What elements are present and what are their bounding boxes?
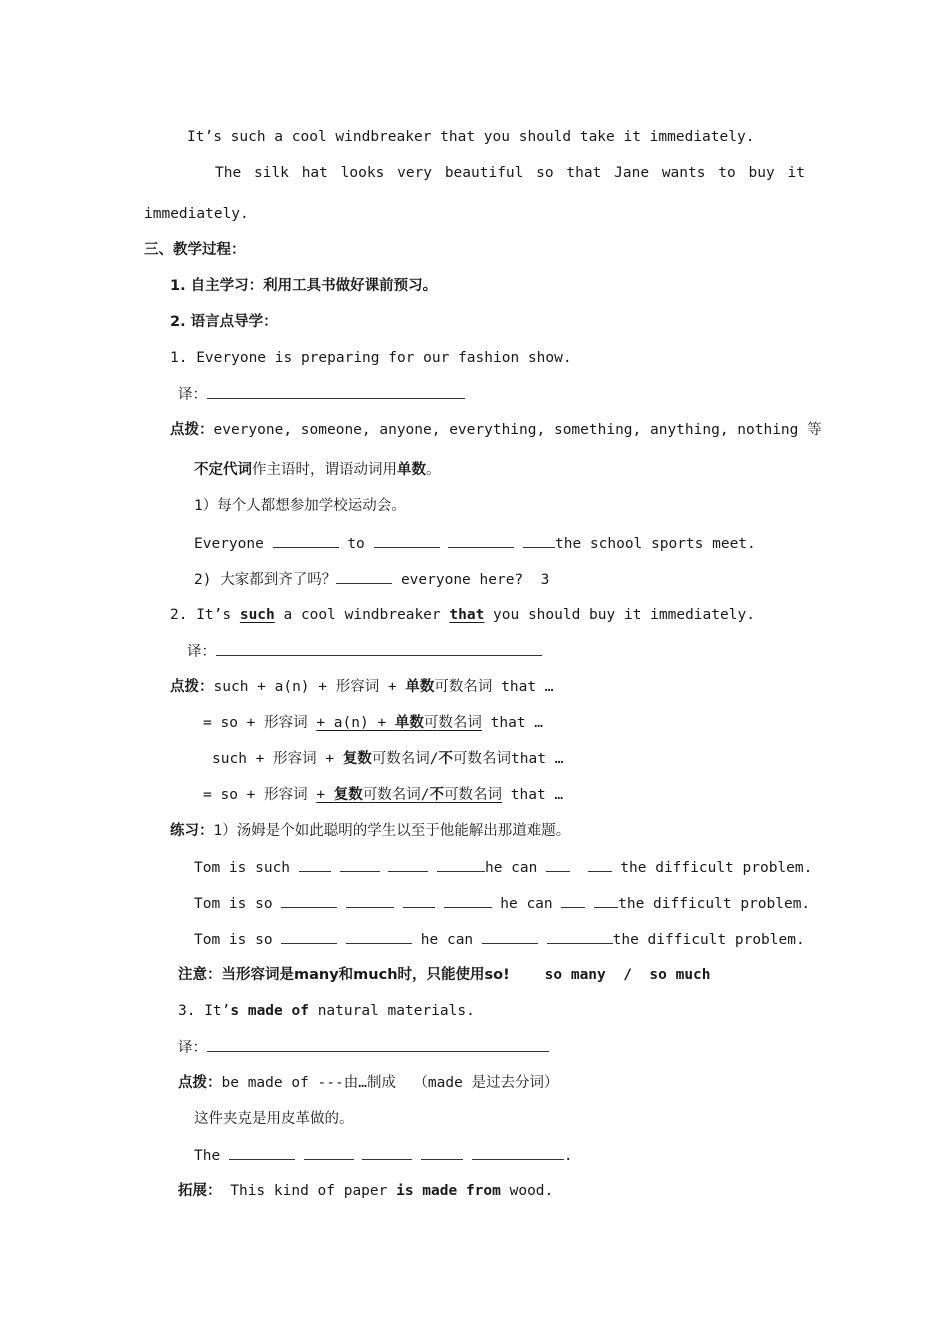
practice-text: the difficult problem. (618, 896, 811, 912)
word: that (566, 165, 602, 181)
point3-tip (178, 1073, 559, 1093)
bold-text: 单数 (394, 715, 424, 731)
practice-text: he can (484, 860, 538, 876)
translation-label: 译： (187, 644, 216, 660)
answer-blank[interactable] (523, 533, 555, 548)
tip-label: 点拨： (170, 422, 214, 438)
answer-blank[interactable] (444, 893, 492, 908)
rule-text: 可数名词/ (371, 751, 439, 767)
translation-blank[interactable] (216, 641, 542, 656)
ex-text: to (347, 536, 365, 552)
answer-blank[interactable] (340, 857, 380, 872)
point1-translation (178, 384, 465, 405)
answer-blank[interactable] (273, 533, 339, 548)
answer-blank[interactable] (281, 929, 337, 944)
answer-blank[interactable] (346, 929, 412, 944)
rule-text: that … (502, 787, 564, 803)
point3-translation (178, 1037, 549, 1058)
keyword-that: that (449, 607, 485, 623)
ex-text: the school sports meet. (554, 536, 756, 552)
word: it (787, 165, 805, 181)
step-1: 1. 自主学习：利用工具书做好课前预习。 (170, 278, 438, 294)
intro-sentence-2-cont: immediately. (144, 206, 249, 222)
practice-text: Tom is so (194, 896, 273, 912)
rule-text: such + 形容词 + (212, 751, 343, 767)
point1-sentence: 1. Everyone is preparing for our fashion show. (170, 350, 572, 366)
ex-text: The (194, 1148, 221, 1164)
practice-text: he can (420, 932, 474, 948)
word: hat (301, 165, 328, 181)
bold-text: 复数 (342, 751, 372, 767)
answer-blank[interactable] (482, 929, 538, 944)
practice-line-1 (194, 857, 812, 878)
tip-text: 作主语时，谓语动词用 (252, 462, 397, 478)
point2-practice (170, 821, 570, 841)
translation-blank[interactable] (207, 1037, 549, 1052)
sentence-text: a cool windbreaker (274, 607, 450, 623)
rule-text: that … (481, 715, 544, 731)
practice-text: Tom is so (194, 932, 273, 948)
answer-blank[interactable] (229, 1145, 295, 1160)
answer-blank[interactable] (594, 893, 618, 908)
point2-note (178, 965, 711, 985)
word: buy (748, 165, 775, 181)
point2-rule3 (212, 749, 563, 769)
rule-text: = so + 形容词 (203, 787, 317, 803)
intro-sentence-1: It’s such a cool windbreaker that you should take it immediately. (187, 129, 755, 145)
word: silk (253, 165, 289, 181)
step-2: 2. 语言点导学： (170, 314, 278, 330)
rule-text: 可数名词 that … (434, 679, 554, 695)
point3-ex-cn: 这件夹克是用皮革做的。 (194, 1111, 354, 1127)
rule-text: + (316, 787, 334, 803)
sentence-text: 2. It’s (170, 607, 240, 623)
bold-text: 不定代词 (194, 462, 252, 478)
extension-label: 拓展： (178, 1183, 222, 1199)
intro-sentence-2 (215, 163, 805, 183)
bold-text: 复数 (333, 787, 363, 803)
point2-rule1 (170, 677, 554, 697)
answer-blank[interactable] (437, 857, 485, 872)
practice-text: 1）汤姆是个如此聪明的学生以至于他能解出那道难题。 (213, 823, 571, 839)
answer-blank[interactable] (588, 857, 612, 872)
keyword-such: such (239, 607, 275, 623)
answer-blank[interactable] (304, 1145, 354, 1160)
word: looks (340, 165, 385, 181)
word: very (397, 165, 433, 181)
point1-tip-cont (194, 460, 441, 480)
rule-text: 可数名词 (444, 787, 503, 803)
tip-text: everyone, someone, anyone, everything, something, anything, nothing 等 (213, 422, 822, 438)
answer-blank[interactable] (472, 1145, 564, 1160)
bold-text: 单数 (405, 679, 435, 695)
translation-label: 译： (178, 1040, 207, 1056)
sentence-text: natural materials. (308, 1003, 475, 1019)
practice-line-3 (194, 929, 805, 950)
point3-extension (178, 1181, 553, 1201)
practice-line-2 (194, 893, 810, 914)
word: so (536, 165, 554, 181)
practice-text: the difficult problem. (620, 860, 813, 876)
point2-translation (187, 641, 542, 662)
ext-text: This kind of paper (221, 1183, 397, 1199)
answer-blank[interactable] (299, 857, 331, 872)
answer-blank[interactable] (281, 893, 337, 908)
answer-blank[interactable] (388, 857, 428, 872)
note-text: so many / so much (544, 967, 711, 983)
answer-blank[interactable] (547, 929, 613, 944)
answer-blank[interactable] (346, 893, 394, 908)
tip-label: 点拨： (170, 679, 214, 695)
ex-text: Everyone (194, 536, 264, 552)
rule-text: 可数名词/ (362, 787, 430, 803)
bold-text: 不 (429, 787, 445, 803)
answer-blank[interactable] (336, 569, 392, 584)
bold-text: 不 (438, 751, 454, 767)
tip-text: be made of ---由…制成 （made 是过去分词） (221, 1075, 559, 1091)
point1-ex2 (194, 569, 549, 590)
rule-text: 可数名词 (423, 715, 482, 731)
point3-ex-en: The . (194, 1145, 573, 1166)
ext-text: wood. (500, 1183, 554, 1199)
point2-rule4 (203, 785, 563, 805)
answer-blank[interactable] (374, 533, 440, 548)
practice-label: 练习： (170, 823, 214, 839)
sentence-text: you should buy it immediately. (484, 607, 755, 623)
answer-blank[interactable] (403, 893, 435, 908)
word: The (215, 165, 242, 181)
translation-label: 译： (178, 387, 207, 403)
tip-label: 点拨： (178, 1075, 222, 1091)
sentence-text: 3. It’ (178, 1003, 231, 1019)
point1-ex1-en (194, 533, 756, 554)
bold-text: s made of (230, 1003, 309, 1019)
answer-blank[interactable] (421, 1145, 463, 1160)
note-text: 注意：当形容词是many和much时，只能使用so! (178, 967, 510, 983)
rule-text: 可数名词that … (453, 751, 564, 767)
bold-text: is made from (396, 1183, 501, 1199)
practice-text: he can (500, 896, 553, 912)
rule-text: such + a(n) + 形容词 + (213, 679, 406, 695)
answer-blank[interactable] (362, 1145, 412, 1160)
word: wants (661, 165, 706, 181)
ex-text: everyone here? 3 (400, 572, 550, 588)
answer-blank[interactable] (561, 893, 585, 908)
point1-tip (170, 420, 822, 440)
word: beautiful (444, 165, 524, 181)
ex-text: 2) 大家都到齐了吗？ (194, 572, 337, 588)
point2-rule2 (203, 713, 543, 733)
word: to (718, 165, 736, 181)
point1-ex1-cn: 1）每个人都想参加学校运动会。 (194, 498, 406, 514)
point2-sentence (170, 605, 755, 625)
rule-text: = so + 形容词 (203, 715, 317, 731)
practice-text: Tom is such (194, 860, 291, 876)
section-heading: 三、教学过程： (144, 242, 246, 258)
point3-sentence (178, 1001, 475, 1021)
bold-text: 单数 (397, 462, 426, 478)
word: Jane (614, 165, 650, 181)
answer-blank[interactable] (448, 533, 514, 548)
answer-blank[interactable] (546, 857, 570, 872)
practice-text: the difficult problem. (612, 932, 805, 948)
rule-text: + a(n) + (316, 715, 395, 731)
translation-blank[interactable] (207, 384, 465, 399)
tip-text: 。 (426, 462, 441, 478)
